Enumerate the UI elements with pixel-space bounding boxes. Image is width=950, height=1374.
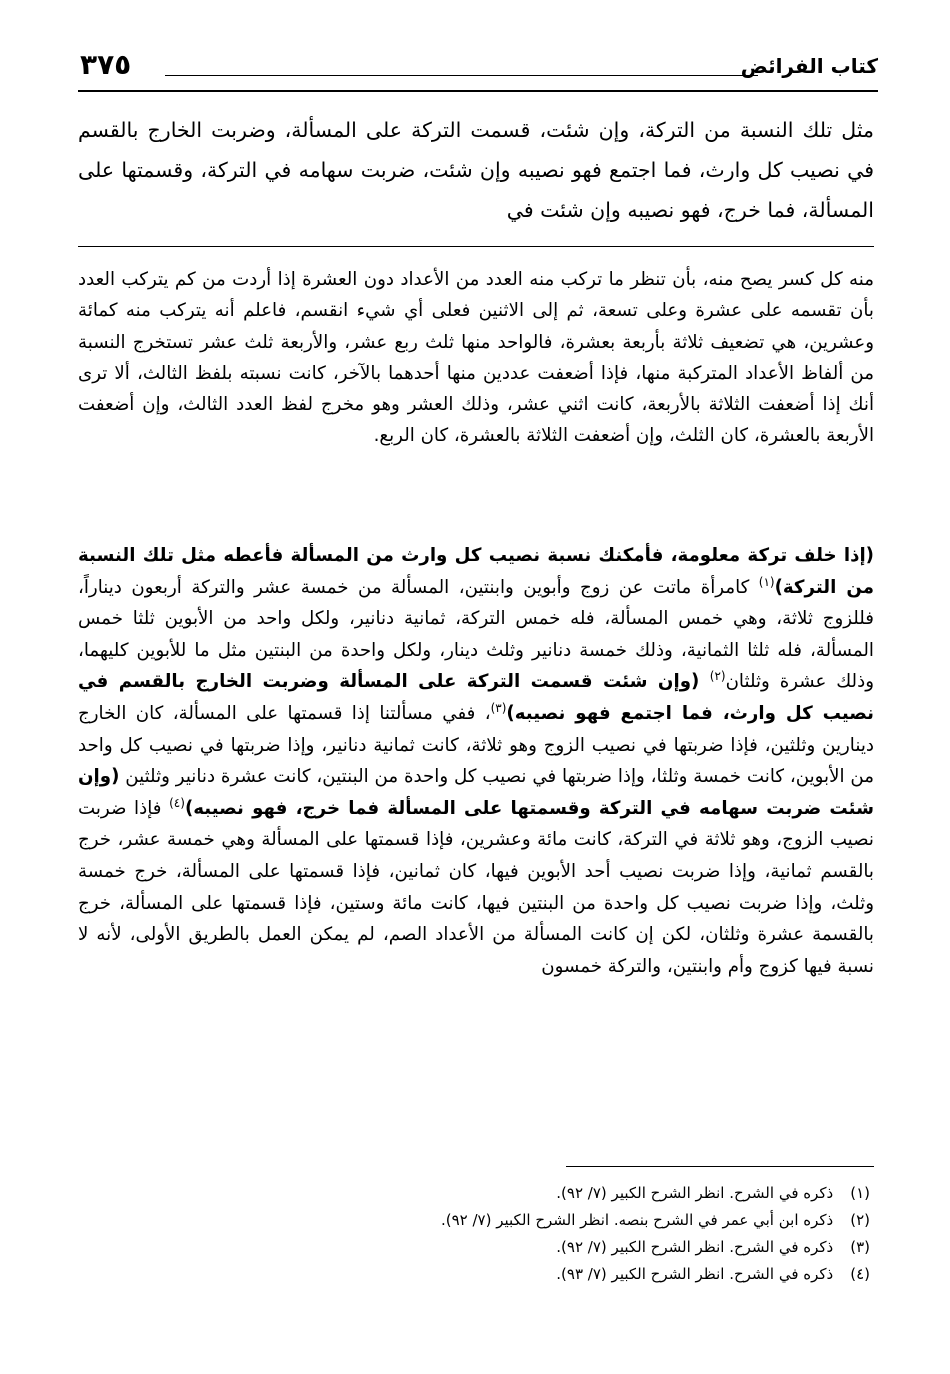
footnote-ref-3[interactable]: (٣)	[490, 700, 507, 715]
chapter-title: كتاب الفرائض	[740, 54, 878, 78]
footnote-text: ذكره في الشرح. انظر الشرح الكبير (٧/ ٩٣).	[556, 1265, 834, 1283]
header-line	[165, 75, 758, 76]
matn-quote-3: (وإن شئت ضربت سهامه في التركة وقسمتها على المسألة فما خرج، فهو نصيبه)	[78, 766, 874, 819]
commentary-paragraph-1: منه كل كسر يصح منه، بأن تنظر ما تركب منه العدد من الأعداد دون العشرة إذا أردت من كم يتركب العدد بأن تقسمه على عشرة وعلى تسعة، ثم إلى الاثنين فعلى أي شيء انقسم، فاعلم أنه يتركب منه كمائة وعشرين، هي تضعيف ثلاثة بأربعة بعشرة، فالواحد منها ثلث ربع عشر، والأربعة ثلث عشر تستخرج النسبة من ألفاظ الأعداد المتركبة منها، فإذا أضعفت عددين منها أحدهما بالآخر، كانت نسبته بلفظ الثالث، ألا ترى أنك إذا أضعفت الثلاثة بالأربعة، كانت اثني عشر، وذلك العشر وهو مخرج لفظ العدد الثالث، وإن أضعفت الأربعة بالعشرة، كان الثلث، وإن أضعفت الثلاثة بالعشرة، كان الربع.	[78, 269, 874, 447]
commentary-block-2	[78, 540, 874, 982]
footnote-text: ذكره في الشرح. انظر الشرح الكبير (٧/ ٩٢).	[556, 1184, 834, 1202]
footnote-number: (٤)	[850, 1265, 870, 1283]
footnote-text: ذكره ابن أبي عمر في الشرح بنصه. انظر الشرح الكبير (٧/ ٩٢).	[440, 1211, 834, 1229]
footnote-divider	[566, 1166, 874, 1167]
footnote-ref-4[interactable]: (٤)	[169, 795, 185, 810]
footnote-number: (٣)	[850, 1238, 870, 1256]
footnote-number: (١)	[850, 1184, 870, 1202]
matn-quote-1: (إذا خلف تركة معلومة، فأمكنك نسبة نصيب كل وارث من المسألة فأعطه مثل تلك النسبة من التركة)	[78, 545, 874, 598]
footnote-text: ذكره في الشرح. انظر الشرح الكبير (٧/ ٩٢).	[556, 1238, 834, 1256]
header-rule	[78, 90, 878, 92]
page-number: ٣٧٥	[80, 48, 132, 81]
footnote-3	[78, 1234, 870, 1261]
commentary-block-1	[78, 264, 874, 452]
footnote-1	[78, 1180, 870, 1207]
footnote-4	[78, 1261, 870, 1288]
footnote-number: (٢)	[850, 1211, 870, 1229]
footnote-ref-1[interactable]: (١)	[758, 574, 775, 589]
main-paragraph: مثل تلك النسبة من التركة، وإن شئت، قسمت التركة على المسألة، وضربت الخارج بالقسم في نصيب كل وارث، فما اجتمع فهو نصيبه وإن شئت، ضربت سهامه في التركة، وقسمتها على المسألة، فما خرج، فهو نصيبه وإن شئت في	[78, 118, 874, 222]
commentary-paragraph-2	[78, 540, 874, 982]
footnotes	[78, 1180, 870, 1288]
section-divider	[78, 246, 874, 247]
matn-quote-2: (وإن شئت قسمت التركة على المسألة وضربت الخارج بالقسم في نصيب كل وارث، فما اجتمع فهو نصيبه)	[78, 671, 874, 724]
footnote-ref-2[interactable]: (٢)	[709, 669, 726, 684]
footnote-2	[78, 1207, 870, 1234]
page-header	[80, 48, 878, 88]
main-text	[78, 110, 874, 230]
commentary-text-1: كامرأة ماتت عن زوج وأبوين وابنتين، المسألة من خمسة عشر والتركة أربعون ديناراً، فللزوج ثلاثة، وهي خمس المسألة، فله خمس التركة، ثمانية دنانير، ولكل واحد من الأبوين ثلثا خمس المسألة، فله ثلثا الثمانية، وذلك خمسة دنانير وثلث دينار، ولكل واحدة من البنتين مثل ما للأبوين كليهما، وذلك عشرة وثلثان	[78, 576, 874, 693]
commentary-text-3: فإذا ضربت نصيب الزوج، وهو ثلاثة في التركة، كانت مائة وعشرين، فإذا قسمتها على المسألة وهي خمسة عشر، خرج بالقسم ثمانية، وإذا ضربت نصيب أحد الأبوين فيها، كان ثمانين، فإذا قسمتها على المسألة، خرج خمسة وثلث، وإذا ضربت نصيب كل واحدة من البنتين فيها، كانت مائة وستين، فإذا قسمتها على المسألة، خرج بالقسمة عشرة وثلثان، لكن إن كانت المسألة من الأعداد الصم، لم يمكن العمل بالطريق الأولى، لأنه لا نسبة فيها كزوج وأم وابنتين، والتركة خمسون	[78, 797, 874, 977]
commentary-text-2: ، ففي مسألتنا إذا قسمتها على المسألة، كان الخارج دينارين وثلثين، فإذا ضربتها في نصيب الزوج وهو ثلاثة، كانت ثمانية دنانير، وإذا ضربتها في نصيب كل واحد من الأبوين، كانت خمسة وثلثا، وإذا ضربتها في نصيب كل واحدة من البنتين، كانت عشرة دنانير وثلثين	[78, 702, 874, 788]
